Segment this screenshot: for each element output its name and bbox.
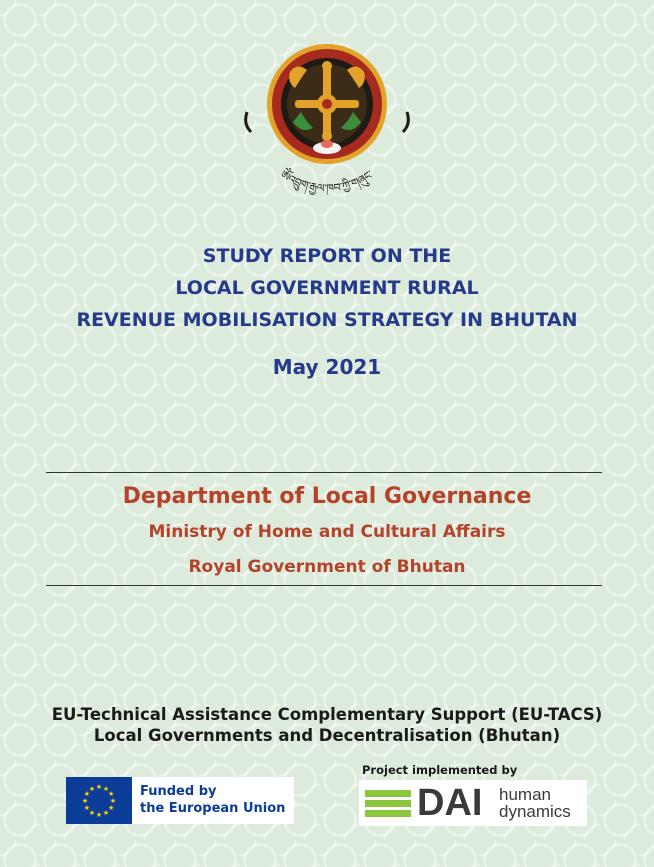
eu-stars-icon xyxy=(66,777,132,824)
dai-tagline xyxy=(499,786,571,820)
dai-brand: DAI xyxy=(417,782,483,824)
eu-star-icon: ★ xyxy=(107,804,115,812)
seal-script: ༀའབྲུག་རྒྱལ་ཁབ་ཀྱི་གཞུང་ xyxy=(277,167,377,196)
title-line-3: REVENUE MOBILISATION STRATEGY IN BHUTAN xyxy=(76,309,578,331)
eu-star-icon: ★ xyxy=(83,790,91,798)
eu-star-icon: ★ xyxy=(88,809,96,818)
project-title-line-2: Local Governments and Decentralisation (Bhutan) xyxy=(93,726,561,745)
eu-funding-line-2: the European Union xyxy=(140,801,286,816)
emblem-icon xyxy=(235,42,419,202)
dai-logo xyxy=(359,780,587,826)
eu-star-icon: ★ xyxy=(88,784,96,793)
eu-star-icon: ★ xyxy=(95,811,103,819)
top-divider xyxy=(46,472,602,473)
eu-star-icon: ★ xyxy=(102,784,110,793)
royal-emblem-seal xyxy=(235,42,419,202)
report-date: May 2021 xyxy=(272,355,382,379)
eu-star-icon: ★ xyxy=(102,809,110,818)
government-name: Royal Government of Bhutan xyxy=(188,557,466,577)
ministry-name: Ministry of Home and Cultural Affairs xyxy=(148,522,506,542)
department-name: Department of Local Governance xyxy=(122,484,532,509)
title-line-2: LOCAL GOVERNMENT RURAL xyxy=(175,277,479,299)
eu-flag-icon xyxy=(66,777,132,824)
eu-funding-text xyxy=(140,783,285,817)
eu-funding-line-1: Funded by xyxy=(140,784,217,799)
eu-star-icon: ★ xyxy=(95,783,103,791)
report-title xyxy=(0,240,654,336)
project-title-line-1: EU-Technical Assistance Complementary Support (EU-TACS) xyxy=(51,705,603,724)
eu-star-icon: ★ xyxy=(109,797,117,805)
bottom-divider xyxy=(46,585,602,586)
eu-star-icon: ★ xyxy=(83,804,91,812)
title-line-1: STUDY REPORT ON THE xyxy=(202,245,452,267)
dai-tagline-line-1: human xyxy=(499,785,551,804)
dai-tagline-line-2: dynamics xyxy=(499,802,571,821)
eu-star-icon: ★ xyxy=(81,797,89,805)
eu-funding-logo xyxy=(66,777,294,824)
eu-star-icon: ★ xyxy=(107,790,115,798)
implementer-label: Project implemented by xyxy=(362,763,518,777)
